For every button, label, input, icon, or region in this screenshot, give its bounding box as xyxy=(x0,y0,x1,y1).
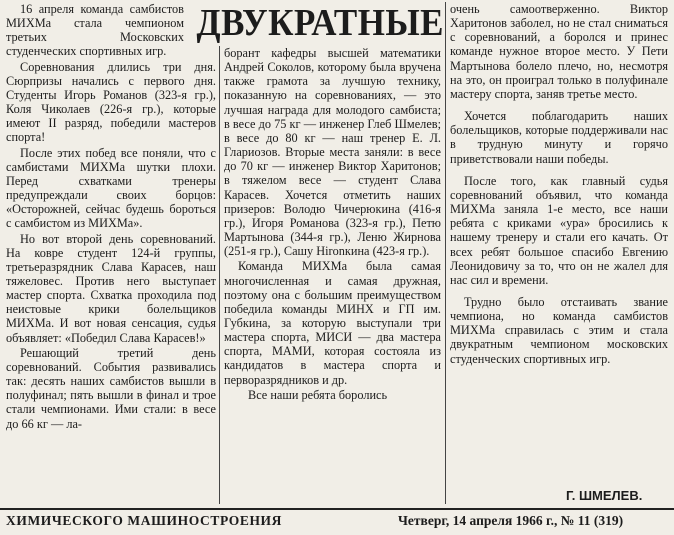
column-1 xyxy=(6,2,216,431)
headline: ДВУКРАТНЫЕ xyxy=(196,2,444,44)
column-divider xyxy=(219,46,220,504)
paragraph: борант кафедры высшей математики Андрей Соколов, которому была вручена также грамота за лучшую технику, показанную на соревнованиях, — это лучшая награда для молодого самбиста; в весе до 75 кг — инженер Глеб Шмелев; в весе до 80 кг — наш тренер Е. Л. Глариозов. Вторые места заняли: в весе до 70 кг — инженер Виктор Харитонов; в тяжелом весе — студент Слава Карасев. Хочется отметить наших призеров: Володю Чичерюкина (416-я гр.), Игоря Романова (323-я гр.), Петю Мартынова (344-я гр.), Леню Жирнова (251-я гр.), Сашу Нironкина (423-я гр.). xyxy=(224,46,441,259)
paragraph: Решающий третий день соревнований. События развивались так: десять наших самбистов вышли в полуфинал; пять вышли в финал и трое стали чемпионами. Ими стали: в весе до 66 кг — ла- xyxy=(6,345,216,431)
newspaper-name: ХИМИЧЕСКОГО МАШИНОСТРОЕНИЯ xyxy=(6,513,282,528)
column-divider xyxy=(445,2,446,504)
paragraph: 16 апреля команда самбистов МИХМа стала чемпионом третьих Московских студенческих спортивных игр. xyxy=(6,2,184,59)
author-signature: Г. ШМЕЛЕВ. xyxy=(566,488,643,503)
paragraph: Команда МИХМа была самая многочисленная и самая дружная, поэтому она с большим преимуществом победила команды МИНХ и ГП им. Губкина, за которую выступали три мастера спорта, МИСИ — два мастера спорта, МАМИ, которая состояла из кандидатов в мастера спорта и перворазрядников и др. xyxy=(224,259,441,387)
paragraph: После того, как главный судья соревнований объявил, что команда МИХМа заняла 1-е место, все наши ребята с криками «ура» бросились к нашему тренеру и стали его качать. От всех ребят большое спасибо Евгению Леонидовичу за то, что он не жалел для нас сил и времени. xyxy=(450,173,668,287)
paragraph: очень самоотверженно. Виктор Харитонов заболел, но не стал сниматься с соревнований, а боролся и принес команде нужное второе место. У Пети Мартынова болело плечо, но, несмотря на это, он проиграл только в полуфинале мастеру спорта, заняв третье место. xyxy=(450,2,668,101)
column-3 xyxy=(450,2,668,366)
issue-date: Четверг, 14 апреля 1966 г., № 11 (319) xyxy=(398,513,624,528)
paragraph: Хочется поблагодарить наших болельщиков, которые поддерживали нас в трудную минуту и горячо приветствовали наши победы. xyxy=(450,109,668,166)
paragraph: Трудно было отстаивать звание чемпиона, но команда самбистов МИХМа справилась с этим и стала двукратным чемпионом московских студенческих спортивных игр. xyxy=(450,294,668,366)
paragraph: Но вот второй день соревнований. На ковре студент 124-й группы, третьеразрядник Слава Карасев, наш тяжеловес. Против него выступает мастер спорта. Схватка проходила под неистовые крики болельщиков МИХМа. И вот новая сенсация, судья объявляет: «Победил Слава Карасев!» xyxy=(6,231,216,345)
paragraph: Соревнования длились три дня. Сюрпризы начались с первого дня. Студенты Игорь Романов (323-я гр.), Коля Чиколаев (226-я гр.), которые имеют II разряд, победили мастеров спорта! xyxy=(6,59,216,145)
column-2 xyxy=(224,46,441,402)
paragraph: Все наши ребята боролись xyxy=(248,387,388,402)
footer-rule xyxy=(0,508,674,510)
paragraph: После этих побед все поняли, что с самбистами МИХМа шутки плохи. Перед схватками тренеры предупреждали своих борцов: «Осторожней, сейчас будешь бороться с самбистом из МИХМа». xyxy=(6,145,216,231)
